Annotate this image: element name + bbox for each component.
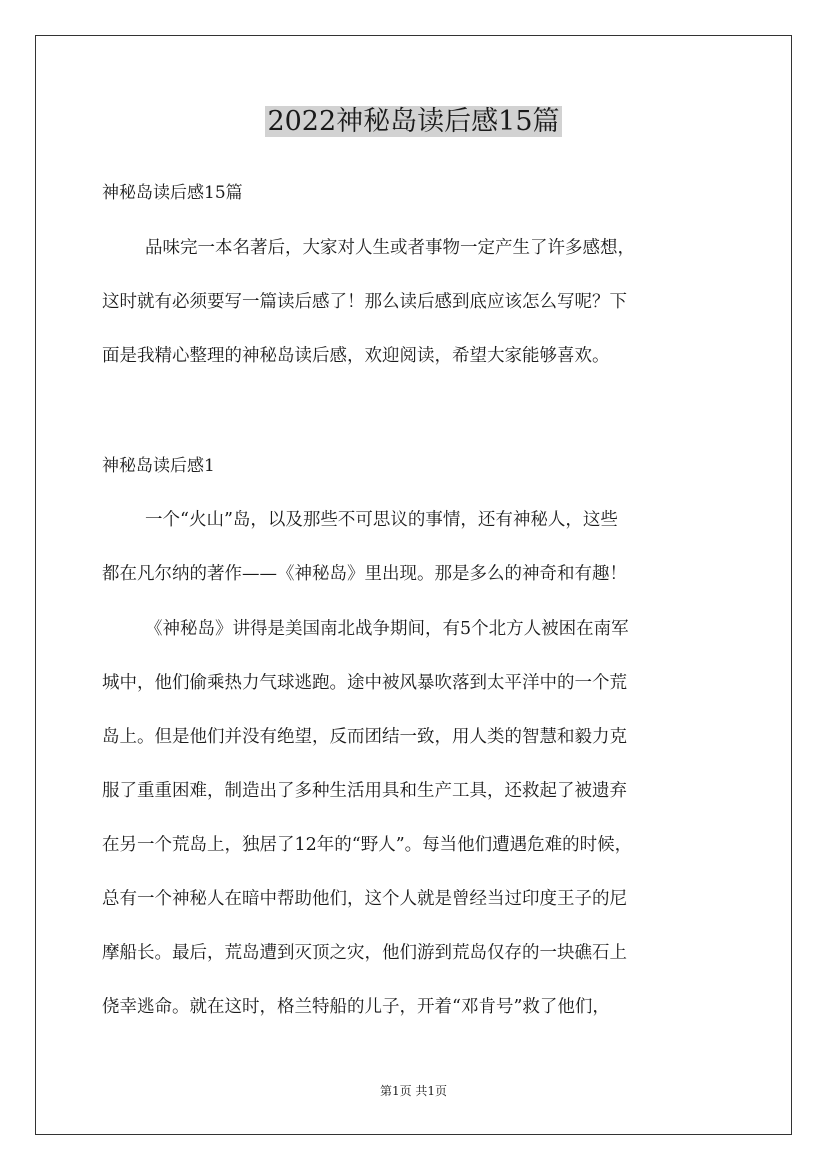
document-title (0, 102, 827, 142)
body-line: 城中，他们偷乘热力气球逃跑。途中被风暴吹落到太平洋中的一个荒 (102, 673, 627, 693)
document-title-text: 2022神秘岛读后感15篇 (267, 106, 560, 137)
body-line: 服了重重困难，制造出了多种生活用具和生产工具，还救起了被遗弃 (102, 781, 627, 801)
section-heading: 神秘岛读后感1 (102, 456, 215, 476)
intro-line: 品味完一本名著后，大家对人生或者事物一定产生了许多感想， (145, 238, 635, 258)
body-line: 岛上。但是他们并没有绝望，反而团结一致，用人类的智慧和毅力克 (102, 727, 627, 747)
body-line: 摩船长。最后，荒岛遭到灭顶之灾，他们游到荒岛仅存的一块礁石上 (102, 943, 627, 963)
body-line: 侥幸逃命。就在这时，格兰特船的儿子，开着“邓肯号”救了他们， (102, 997, 610, 1017)
document-subtitle: 神秘岛读后感15篇 (102, 183, 243, 203)
body-line: 都在凡尔纳的著作——《神秘岛》里出现。那是多么的神奇和有趣！ (102, 564, 627, 584)
body-line: 《神秘岛》讲得是美国南北战争期间，有5个北方人被困在南军 (145, 619, 629, 639)
body-line: 在另一个荒岛上，独居了12年的“野人”。每当他们遭遇危难的时候， (102, 835, 633, 855)
intro-line: 这时就有必须要写一篇读后感了！那么读后感到底应该怎么写呢？下 (102, 292, 627, 312)
body-line: 一个“火山”岛，以及那些不可思议的事情，还有神秘人，这些 (145, 510, 618, 530)
body-line: 总有一个神秘人在暗中帮助他们，这个人就是曾经当过印度王子的尼 (102, 889, 627, 909)
intro-line: 面是我精心整理的神秘岛读后感，欢迎阅读，希望大家能够喜欢。 (102, 346, 610, 366)
page-number: 第1页 共1页 (379, 1084, 448, 1098)
